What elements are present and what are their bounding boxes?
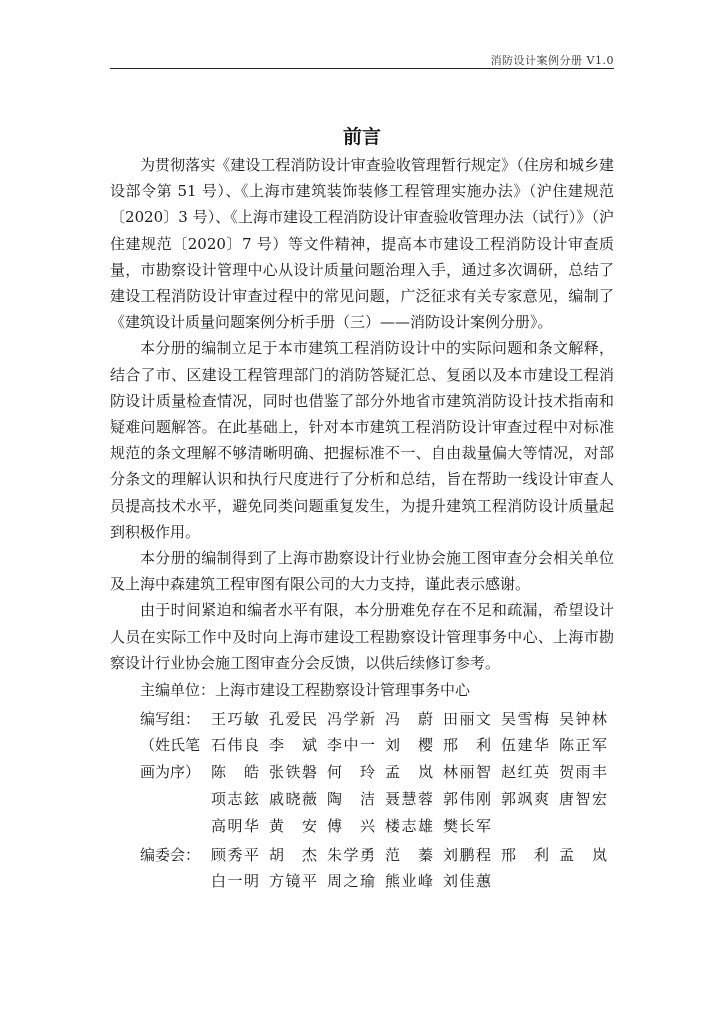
running-header: 消防设计案例分册 V1.0 bbox=[490, 54, 614, 67]
member-name: 傅 兴 bbox=[327, 816, 375, 835]
member-name: 项志鉉 bbox=[211, 789, 259, 808]
member-name: 陈 皓 bbox=[211, 763, 259, 782]
member-name: 孔爱民 bbox=[269, 709, 317, 728]
member-name: 吴钟林 bbox=[559, 709, 607, 728]
header-divider bbox=[110, 68, 614, 69]
member-name: 王巧敏 bbox=[211, 709, 259, 728]
writing-group-note-1: （姓氏笔 bbox=[140, 736, 201, 755]
member-name: 刘佳蕙 bbox=[443, 872, 491, 891]
member-name: 顾秀平 bbox=[211, 845, 259, 864]
member-name: 刘 樱 bbox=[385, 736, 433, 755]
member-name: 何 玲 bbox=[327, 763, 375, 782]
page-title: 前言 bbox=[342, 126, 381, 148]
member-name: 聂慧蓉 bbox=[385, 789, 433, 808]
member-name: 周之瑜 bbox=[327, 872, 375, 891]
member-name: 黄 安 bbox=[269, 816, 317, 835]
member-name: 邢 利 bbox=[443, 736, 491, 755]
member-name: 胡 杰 bbox=[269, 845, 317, 864]
committee-names bbox=[211, 842, 614, 896]
member-name: 林丽智 bbox=[443, 763, 491, 782]
member-name: 高明华 bbox=[211, 816, 259, 835]
member-name: 张铁磐 bbox=[269, 763, 317, 782]
member-name: 郭伟刚 bbox=[443, 789, 491, 808]
member-name: 冯学新 bbox=[327, 709, 375, 728]
writing-group-title: 编写组： bbox=[140, 709, 201, 728]
member-name: 刘鹏程 bbox=[443, 845, 491, 864]
member-name: 孟 岚 bbox=[385, 763, 433, 782]
member-name: 范 蓁 bbox=[385, 845, 433, 864]
member-name: 冯 蔚 bbox=[385, 709, 433, 728]
member-name: 伍建华 bbox=[501, 736, 549, 755]
member-name: 朱学勇 bbox=[327, 845, 375, 864]
member-name: 楼志雄 bbox=[385, 816, 433, 835]
paragraph-1: 为贯彻落实《建设工程消防设计审查验收管理暂行规定》（住房和城乡建设部令第 51 号）、《上海市建筑装饰装修工程管理实施办法》（沪住建规范〔2020〕3 号）、《上海市建设工程消防设计审查验收管理办法（试行）》（沪住建规范〔2020〕7 号）等文件精神，提高本市建设工程消防设计审查质量，市勘察设计管理中心从设计质量问题治理入手，通过多次调研，总结了建设工程消防设计审查过程中的常见问题，广泛征求有关专家意见，编制了《建筑设计质量问题案例分析手册（三）——消防设计案例分册》。 bbox=[110, 156, 614, 332]
member-name: 邢 利 bbox=[501, 845, 549, 864]
writing-group-names bbox=[211, 706, 614, 840]
member-name: 陶 洁 bbox=[327, 789, 375, 808]
member-name: 唐智宏 bbox=[559, 789, 607, 808]
writing-group bbox=[110, 706, 614, 840]
editor-unit: 主编单位：上海市建设工程勘察设计管理事务中心 bbox=[140, 681, 471, 700]
member-name: 李中一 bbox=[327, 736, 375, 755]
writing-group-label bbox=[140, 706, 214, 786]
member-name: 方镜平 bbox=[269, 872, 317, 891]
member-name: 石伟良 bbox=[211, 736, 259, 755]
member-name: 赵红英 bbox=[501, 763, 549, 782]
member-name: 戚晓薇 bbox=[269, 789, 317, 808]
paragraph-4: 由于时间紧迫和编者水平有限，本分册难免存在不足和疏漏，希望设计人员在实际工作中及时向上海市建设工程勘察设计管理事务中心、上海市勘察设计行业协会施工图审查分会反馈，以供后续修订参考。 bbox=[110, 601, 614, 672]
paragraph-2: 本分册的编制立足于本市建筑工程消防设计中的实际问题和条文解释，结合了市、区建设工程管理部门的消防答疑汇总、复函以及本市建设工程消防设计质量检查情况，同时也借鉴了部分外地省市建筑消防设计技术指南和疑难问题解答。在此基础上，针对本市建筑工程消防设计审查过程中对标准规范的条文理解不够清晰明确、把握标准不一、自由裁量偏大等情况，对部分条文的理解认识和执行尺度进行了分析和总结，旨在帮助一线设计审查人员提高技术水平，避免同类问题重复发生，为提升建筑工程消防设计质量起到积极作用。 bbox=[110, 339, 614, 541]
member-name: 吴雪梅 bbox=[501, 709, 549, 728]
committee-group bbox=[110, 842, 614, 896]
committee-label: 编委会： bbox=[140, 845, 201, 864]
member-name: 贺雨丰 bbox=[559, 763, 607, 782]
member-name: 郭飒爽 bbox=[501, 789, 549, 808]
writing-group-note-2: 画为序） bbox=[140, 763, 201, 782]
document-body bbox=[110, 152, 614, 895]
member-name: 白一明 bbox=[211, 872, 259, 891]
member-name: 陈正军 bbox=[559, 736, 607, 755]
member-name: 孟 岚 bbox=[559, 845, 607, 864]
member-name: 樊长军 bbox=[443, 816, 491, 835]
member-name: 田丽文 bbox=[443, 709, 491, 728]
member-name: 李 斌 bbox=[269, 736, 317, 755]
paragraph-3: 本分册的编制得到了上海市勘察设计行业协会施工图审查分会相关单位及上海中森建筑工程审图有限公司的大力支持，谨此表示感谢。 bbox=[110, 549, 614, 594]
member-name: 熊业峰 bbox=[385, 872, 433, 891]
